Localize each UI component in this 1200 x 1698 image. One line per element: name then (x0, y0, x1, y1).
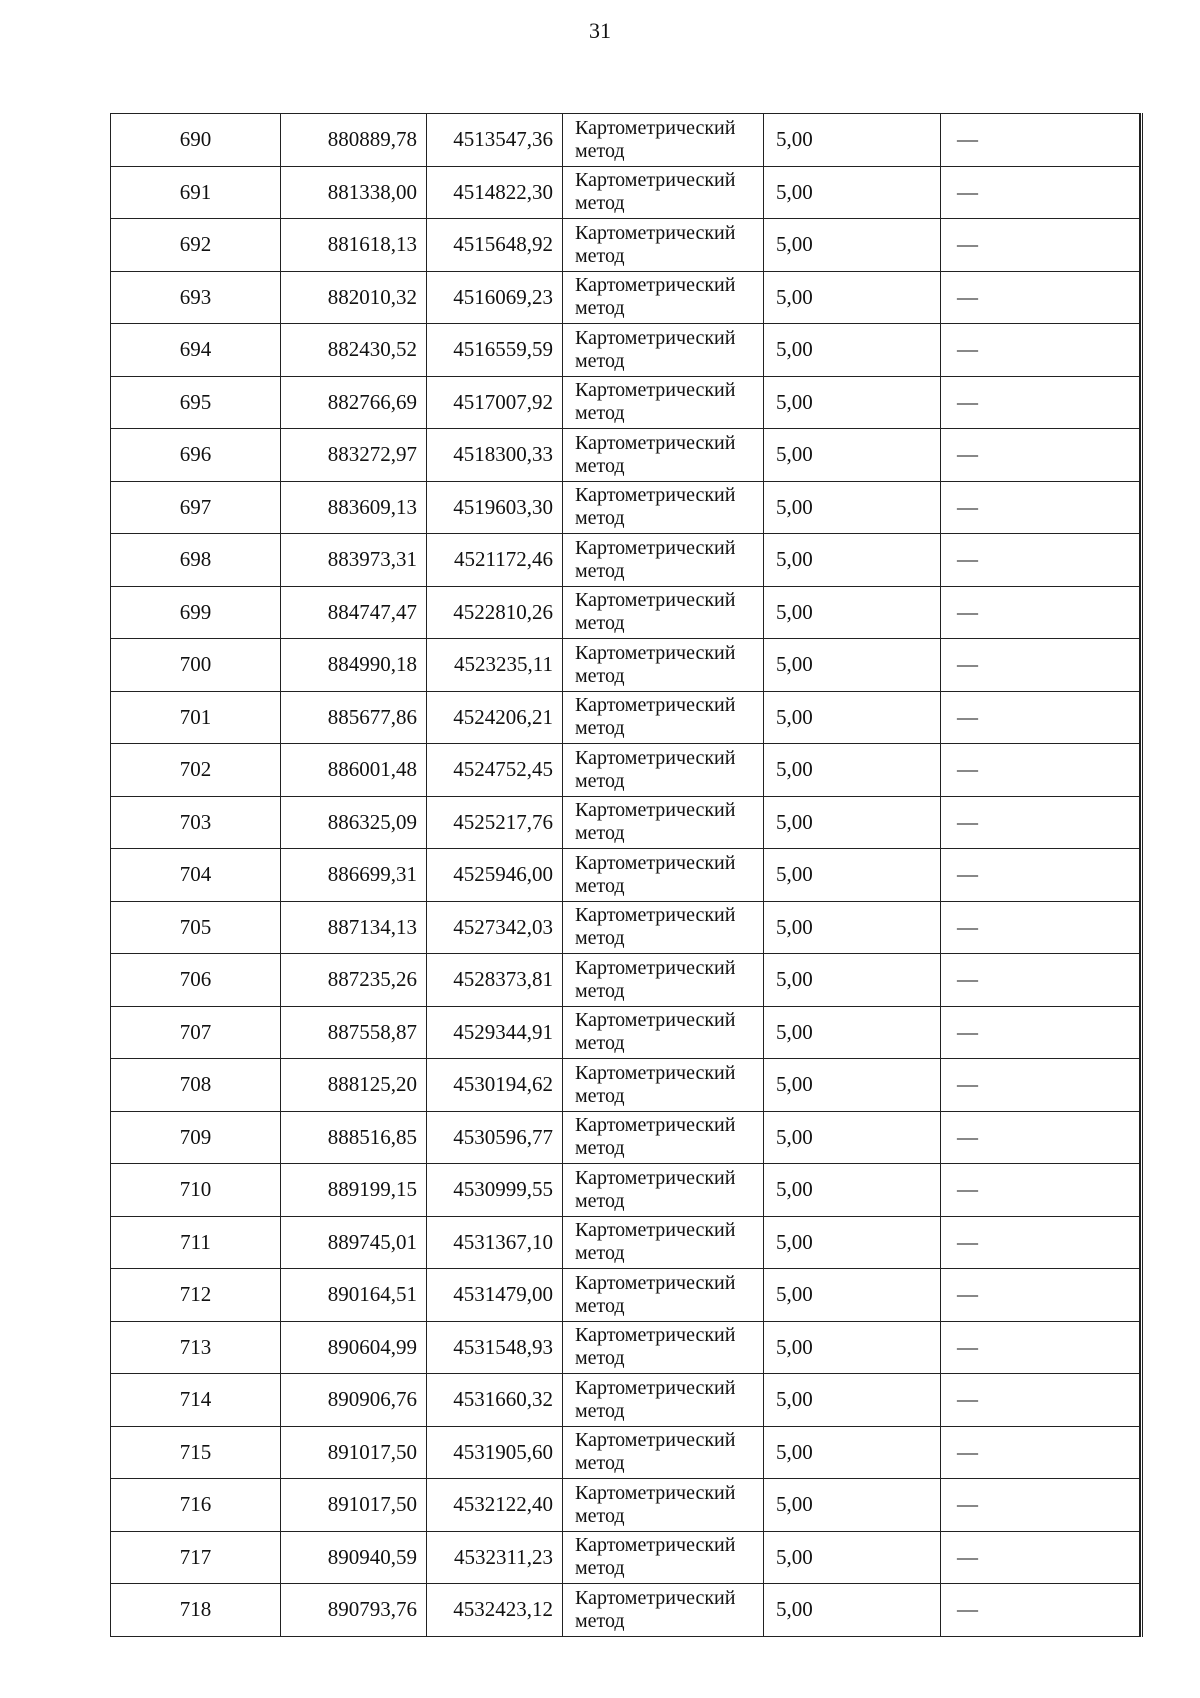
table-row (111, 1006, 1140, 1059)
accuracy-cell: 5,00 (764, 849, 941, 902)
table-row (111, 691, 1140, 744)
point-number-cell: 703 (111, 796, 281, 849)
point-number-cell: 697 (111, 481, 281, 534)
accuracy-cell: 5,00 (764, 1426, 941, 1479)
description-cell: — (941, 744, 1140, 797)
page-number: 31 (589, 18, 611, 43)
method-cell: Картометрический метод (563, 1164, 764, 1217)
table-row (111, 796, 1140, 849)
accuracy-cell: 5,00 (764, 219, 941, 272)
description-cell: — (941, 429, 1140, 482)
method-cell: Картометрический метод (563, 691, 764, 744)
method-cell: Картометрический метод (563, 1321, 764, 1374)
y-coordinate-cell: 4527342,03 (427, 901, 563, 954)
point-number-cell: 710 (111, 1164, 281, 1217)
table-row (111, 1111, 1140, 1164)
method-cell: Картометрический метод (563, 324, 764, 377)
description-cell: — (941, 639, 1140, 692)
accuracy-cell: 5,00 (764, 1321, 941, 1374)
table-row (111, 534, 1140, 587)
y-coordinate-cell: 4528373,81 (427, 954, 563, 1007)
point-number-cell: 696 (111, 429, 281, 482)
y-coordinate-cell: 4515648,92 (427, 219, 563, 272)
description-cell: — (941, 1216, 1140, 1269)
x-coordinate-cell: 891017,50 (281, 1479, 427, 1532)
table-row (111, 586, 1140, 639)
y-coordinate-cell: 4516069,23 (427, 271, 563, 324)
x-coordinate-cell: 884747,47 (281, 586, 427, 639)
table-row (111, 1269, 1140, 1322)
point-number-cell: 715 (111, 1426, 281, 1479)
point-number-cell: 694 (111, 324, 281, 377)
x-coordinate-cell: 889745,01 (281, 1216, 427, 1269)
accuracy-cell: 5,00 (764, 114, 941, 167)
table-row (111, 114, 1140, 167)
table-row (111, 1164, 1140, 1217)
point-number-cell: 692 (111, 219, 281, 272)
y-coordinate-cell: 4531479,00 (427, 1269, 563, 1322)
description-cell: — (941, 1374, 1140, 1427)
description-cell: — (941, 271, 1140, 324)
y-coordinate-cell: 4530999,55 (427, 1164, 563, 1217)
description-cell: — (941, 1059, 1140, 1112)
y-coordinate-cell: 4519603,30 (427, 481, 563, 534)
accuracy-cell: 5,00 (764, 429, 941, 482)
point-number-cell: 707 (111, 1006, 281, 1059)
accuracy-cell: 5,00 (764, 534, 941, 587)
accuracy-cell: 5,00 (764, 1531, 941, 1584)
description-cell: — (941, 1531, 1140, 1584)
table-row (111, 219, 1140, 272)
point-number-cell: 714 (111, 1374, 281, 1427)
x-coordinate-cell: 883272,97 (281, 429, 427, 482)
y-coordinate-cell: 4524206,21 (427, 691, 563, 744)
point-number-cell: 699 (111, 586, 281, 639)
point-number-cell: 705 (111, 901, 281, 954)
method-cell: Картометрический метод (563, 901, 764, 954)
description-cell: — (941, 954, 1140, 1007)
method-cell: Картометрический метод (563, 796, 764, 849)
y-coordinate-cell: 4531367,10 (427, 1216, 563, 1269)
y-coordinate-cell: 4532423,12 (427, 1584, 563, 1637)
description-cell: — (941, 1321, 1140, 1374)
point-number-cell: 711 (111, 1216, 281, 1269)
y-coordinate-cell: 4514822,30 (427, 166, 563, 219)
method-cell: Картометрический метод (563, 271, 764, 324)
point-number-cell: 718 (111, 1584, 281, 1637)
x-coordinate-cell: 882430,52 (281, 324, 427, 377)
accuracy-cell: 5,00 (764, 271, 941, 324)
table-row (111, 1321, 1140, 1374)
description-cell: — (941, 1426, 1140, 1479)
method-cell: Картометрический метод (563, 429, 764, 482)
accuracy-cell: 5,00 (764, 954, 941, 1007)
accuracy-cell: 5,00 (764, 481, 941, 534)
x-coordinate-cell: 890164,51 (281, 1269, 427, 1322)
point-number-cell: 701 (111, 691, 281, 744)
method-cell: Картометрический метод (563, 1426, 764, 1479)
table-row (111, 1426, 1140, 1479)
point-number-cell: 691 (111, 166, 281, 219)
accuracy-cell: 5,00 (764, 1374, 941, 1427)
point-number-cell: 716 (111, 1479, 281, 1532)
method-cell: Картометрический метод (563, 1531, 764, 1584)
x-coordinate-cell: 883609,13 (281, 481, 427, 534)
x-coordinate-cell: 882766,69 (281, 376, 427, 429)
method-cell: Картометрический метод (563, 744, 764, 797)
description-cell: — (941, 586, 1140, 639)
x-coordinate-cell: 883973,31 (281, 534, 427, 587)
accuracy-cell: 5,00 (764, 744, 941, 797)
coordinates-table-wrapper (110, 113, 1143, 1637)
point-number-cell: 700 (111, 639, 281, 692)
x-coordinate-cell: 887235,26 (281, 954, 427, 1007)
x-coordinate-cell: 890793,76 (281, 1584, 427, 1637)
accuracy-cell: 5,00 (764, 639, 941, 692)
description-cell: — (941, 1164, 1140, 1217)
y-coordinate-cell: 4530596,77 (427, 1111, 563, 1164)
table-row (111, 1531, 1140, 1584)
table-row (111, 1374, 1140, 1427)
point-number-cell: 693 (111, 271, 281, 324)
y-coordinate-cell: 4531548,93 (427, 1321, 563, 1374)
y-coordinate-cell: 4525946,00 (427, 849, 563, 902)
method-cell: Картометрический метод (563, 849, 764, 902)
method-cell: Картометрический метод (563, 1584, 764, 1637)
description-cell: — (941, 1006, 1140, 1059)
method-cell: Картометрический метод (563, 1479, 764, 1532)
x-coordinate-cell: 890906,76 (281, 1374, 427, 1427)
description-cell: — (941, 376, 1140, 429)
x-coordinate-cell: 888516,85 (281, 1111, 427, 1164)
method-cell: Картометрический метод (563, 481, 764, 534)
description-cell: — (941, 691, 1140, 744)
y-coordinate-cell: 4521172,46 (427, 534, 563, 587)
description-cell: — (941, 324, 1140, 377)
coordinates-table-body (111, 114, 1140, 1637)
y-coordinate-cell: 4516559,59 (427, 324, 563, 377)
method-cell: Картометрический метод (563, 586, 764, 639)
description-cell: — (941, 166, 1140, 219)
table-row (111, 954, 1140, 1007)
x-coordinate-cell: 890940,59 (281, 1531, 427, 1584)
accuracy-cell: 5,00 (764, 166, 941, 219)
x-coordinate-cell: 885677,86 (281, 691, 427, 744)
description-cell: — (941, 481, 1140, 534)
point-number-cell: 690 (111, 114, 281, 167)
description-cell: — (941, 219, 1140, 272)
table-row (111, 324, 1140, 377)
method-cell: Картометрический метод (563, 1111, 764, 1164)
accuracy-cell: 5,00 (764, 376, 941, 429)
x-coordinate-cell: 886001,48 (281, 744, 427, 797)
y-coordinate-cell: 4531905,60 (427, 1426, 563, 1479)
accuracy-cell: 5,00 (764, 1584, 941, 1637)
table-row (111, 271, 1140, 324)
table-row (111, 429, 1140, 482)
method-cell: Картометрический метод (563, 114, 764, 167)
accuracy-cell: 5,00 (764, 691, 941, 744)
accuracy-cell: 5,00 (764, 796, 941, 849)
x-coordinate-cell: 884990,18 (281, 639, 427, 692)
x-coordinate-cell: 888125,20 (281, 1059, 427, 1112)
table-row (111, 376, 1140, 429)
accuracy-cell: 5,00 (764, 1111, 941, 1164)
x-coordinate-cell: 881338,00 (281, 166, 427, 219)
accuracy-cell: 5,00 (764, 1059, 941, 1112)
x-coordinate-cell: 889199,15 (281, 1164, 427, 1217)
description-cell: — (941, 796, 1140, 849)
y-coordinate-cell: 4531660,32 (427, 1374, 563, 1427)
y-coordinate-cell: 4532311,23 (427, 1531, 563, 1584)
x-coordinate-cell: 882010,32 (281, 271, 427, 324)
method-cell: Картометрический метод (563, 534, 764, 587)
description-cell: — (941, 901, 1140, 954)
y-coordinate-cell: 4522810,26 (427, 586, 563, 639)
method-cell: Картометрический метод (563, 954, 764, 1007)
table-row (111, 639, 1140, 692)
table-row (111, 1059, 1140, 1112)
y-coordinate-cell: 4529344,91 (427, 1006, 563, 1059)
point-number-cell: 702 (111, 744, 281, 797)
point-number-cell: 709 (111, 1111, 281, 1164)
point-number-cell: 704 (111, 849, 281, 902)
point-number-cell: 695 (111, 376, 281, 429)
table-row (111, 1216, 1140, 1269)
table-row (111, 849, 1140, 902)
y-coordinate-cell: 4530194,62 (427, 1059, 563, 1112)
point-number-cell: 708 (111, 1059, 281, 1112)
x-coordinate-cell: 887134,13 (281, 901, 427, 954)
accuracy-cell: 5,00 (764, 1164, 941, 1217)
table-row (111, 481, 1140, 534)
description-cell: — (941, 534, 1140, 587)
accuracy-cell: 5,00 (764, 901, 941, 954)
method-cell: Картометрический метод (563, 1059, 764, 1112)
x-coordinate-cell: 887558,87 (281, 1006, 427, 1059)
description-cell: — (941, 1269, 1140, 1322)
method-cell: Картометрический метод (563, 1374, 764, 1427)
point-number-cell: 698 (111, 534, 281, 587)
method-cell: Картометрический метод (563, 219, 764, 272)
y-coordinate-cell: 4523235,11 (427, 639, 563, 692)
y-coordinate-cell: 4525217,76 (427, 796, 563, 849)
method-cell: Картометрический метод (563, 1269, 764, 1322)
point-number-cell: 713 (111, 1321, 281, 1374)
table-row (111, 166, 1140, 219)
coordinates-table (110, 113, 1140, 1637)
description-cell: — (941, 1479, 1140, 1532)
x-coordinate-cell: 880889,78 (281, 114, 427, 167)
method-cell: Картометрический метод (563, 376, 764, 429)
y-coordinate-cell: 4518300,33 (427, 429, 563, 482)
method-cell: Картометрический метод (563, 1216, 764, 1269)
table-row (111, 1479, 1140, 1532)
accuracy-cell: 5,00 (764, 1269, 941, 1322)
point-number-cell: 712 (111, 1269, 281, 1322)
accuracy-cell: 5,00 (764, 324, 941, 377)
x-coordinate-cell: 890604,99 (281, 1321, 427, 1374)
accuracy-cell: 5,00 (764, 1216, 941, 1269)
y-coordinate-cell: 4532122,40 (427, 1479, 563, 1532)
accuracy-cell: 5,00 (764, 1479, 941, 1532)
table-row (111, 901, 1140, 954)
point-number-cell: 706 (111, 954, 281, 1007)
description-cell: — (941, 1111, 1140, 1164)
y-coordinate-cell: 4524752,45 (427, 744, 563, 797)
description-cell: — (941, 1584, 1140, 1637)
point-number-cell: 717 (111, 1531, 281, 1584)
x-coordinate-cell: 891017,50 (281, 1426, 427, 1479)
x-coordinate-cell: 886325,09 (281, 796, 427, 849)
x-coordinate-cell: 886699,31 (281, 849, 427, 902)
description-cell: — (941, 849, 1140, 902)
x-coordinate-cell: 881618,13 (281, 219, 427, 272)
accuracy-cell: 5,00 (764, 1006, 941, 1059)
y-coordinate-cell: 4513547,36 (427, 114, 563, 167)
table-row (111, 744, 1140, 797)
description-cell: — (941, 114, 1140, 167)
accuracy-cell: 5,00 (764, 586, 941, 639)
table-row (111, 1584, 1140, 1637)
y-coordinate-cell: 4517007,92 (427, 376, 563, 429)
method-cell: Картометрический метод (563, 166, 764, 219)
method-cell: Картометрический метод (563, 639, 764, 692)
method-cell: Картометрический метод (563, 1006, 764, 1059)
